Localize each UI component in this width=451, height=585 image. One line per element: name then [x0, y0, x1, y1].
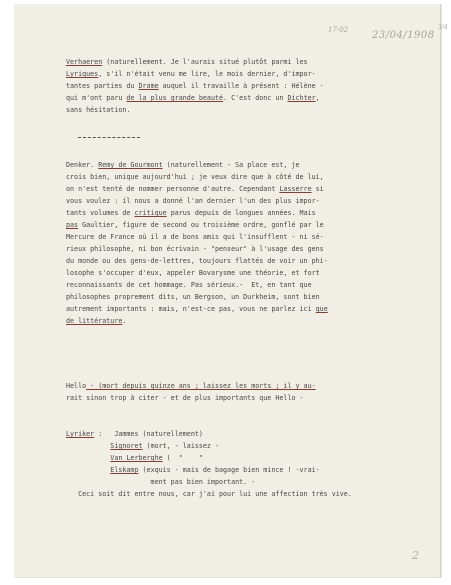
text-segment: Mercure de France où il a de bons amis qui l'insufflent - ni sé- — [66, 233, 324, 241]
text-segment: (naturellement. Je l'aurais situé plutôt parmi les — [102, 58, 308, 66]
text-line — [66, 207, 451, 219]
underlined-phrase: Van Lerberghe — [110, 454, 163, 462]
page-ref-annotation: 3/4 — [438, 24, 448, 31]
underlined-phrase: que — [315, 305, 328, 313]
underlined-phrase: Dichter — [287, 94, 316, 102]
text-line — [66, 392, 451, 404]
text-segment: qui m'ont paru — [66, 94, 127, 102]
underlined-phrase: Lyriker — [66, 430, 95, 438]
text-segment: vous voulez : il nous a donné l'an dernier l'un des plus impor- — [66, 197, 320, 205]
text-line — [66, 279, 451, 291]
lyriker-list — [66, 428, 451, 500]
underlined-phrase: Elskamp — [110, 466, 139, 474]
underlined-phrase: Lyriques — [66, 70, 99, 78]
corner-annotation: 2 — [412, 549, 419, 562]
text-segment: (mort, - laissez - — [142, 442, 220, 450]
text-segment — [66, 454, 110, 462]
underlined-phrase: pas — [66, 221, 79, 229]
text-line — [66, 56, 451, 68]
text-line — [66, 452, 451, 464]
text-line — [66, 267, 451, 279]
text-segment: reconnaissants de cet hommage. Pas sérieux.- Et, en tant que — [66, 281, 312, 289]
text-segment: Denker. — [66, 161, 99, 169]
text-segment: Gaultier, figure de second ou troisième ordre, gonflé par le — [78, 221, 324, 229]
text-line — [66, 476, 451, 488]
text-segment: ment pas bien important. - — [66, 478, 256, 486]
text-line — [66, 255, 451, 267]
underlined-phrase: de la plus grande beauté — [126, 94, 224, 102]
text-line — [66, 291, 451, 303]
text-segment: philosophes proprement dits, un Bergson, un Durkheim, sont bien — [66, 293, 320, 301]
underlined-phrase: Verhaeren — [66, 58, 103, 66]
text-segment: crois bien, unique aujourd'hui ; je veux dire que à côté de lui, — [66, 173, 324, 181]
text-segment: parus depuis de longues années. Mais — [166, 209, 316, 217]
text-segment: rait sinon trop à citer - et de plus importants que Hello - — [66, 394, 304, 402]
text-segment: rieux philosophe, ni bon écrivain - "penseur" à l'usage des gens — [66, 245, 324, 253]
text-segment: . — [122, 317, 127, 325]
text-segment: sans hésitation. — [66, 106, 131, 114]
text-segment: tantes parties du — [66, 82, 139, 90]
text-segment: si — [311, 185, 324, 193]
text-segment: tants volumes de — [66, 209, 135, 217]
underlined-phrase: de littérature — [66, 317, 123, 325]
text-segment: on n'est tenté de nommer personne d'autre. Cependant — [66, 185, 280, 193]
text-segment: du monde ou des gens-de-lettres, toujours flattés de voir un phi- — [66, 257, 328, 265]
text-line — [66, 380, 451, 392]
text-line — [66, 80, 451, 92]
letter-page — [14, 4, 448, 577]
text-segment: Ceci soit dit entre nous, car j'ai pour lui une affection très vive. — [66, 490, 352, 498]
text-line — [66, 315, 451, 327]
paragraph-verhaeren — [66, 56, 451, 116]
text-line — [66, 488, 451, 500]
text-segment: autrement importants : mais, n'est-ce pas, vous ne parlez ici — [66, 305, 316, 313]
text-segment — [66, 466, 110, 474]
underlined-phrase: - (mort depuis quinze ans ; laissez les morts ; il y au- — [86, 382, 316, 390]
underlined-phrase: critique — [134, 209, 167, 217]
folio-annotation: 17-02 — [328, 26, 349, 34]
text-line — [66, 183, 451, 195]
text-segment: , — [315, 94, 320, 102]
paragraph-denker — [66, 159, 451, 327]
text-line — [66, 219, 451, 231]
text-line — [66, 104, 451, 116]
paragraph-hello — [66, 380, 451, 404]
text-line — [66, 464, 451, 476]
underlined-phrase: Signoret — [110, 442, 143, 450]
text-segment — [66, 442, 110, 450]
text-line — [66, 195, 451, 207]
text-segment: (exquis - mais de bagage bien mince ! -vrai- — [138, 466, 320, 474]
text-line — [66, 92, 451, 104]
text-line — [66, 428, 451, 440]
text-segment: Hello — [66, 382, 87, 390]
date-annotation: 23/04/1908 — [372, 30, 435, 41]
text-line — [66, 68, 451, 80]
text-line — [66, 231, 451, 243]
underlined-phrase: Remy de Gourmont — [98, 161, 163, 169]
text-segment: auquel il travaille à présent : Hélène - — [158, 82, 324, 90]
text-line — [66, 171, 451, 183]
text-segment: losophe s'occuper d'eux, appeler Bovarysme une théorie, et fort — [66, 269, 320, 277]
text-line — [66, 159, 451, 171]
text-segment: (naturellement - Sa place est, je — [162, 161, 300, 169]
section-divider — [78, 137, 140, 138]
text-line — [66, 243, 451, 255]
text-segment: , s'il n'était venu me lire, le mois dernier, d'impor- — [98, 70, 316, 78]
text-line — [66, 440, 451, 452]
underlined-phrase: Lasserre — [279, 185, 312, 193]
text-segment: : Jammes (naturellement) — [94, 430, 203, 438]
text-line — [66, 303, 451, 315]
text-segment: . C'est donc un — [223, 94, 288, 102]
text-segment: ( " " — [162, 454, 203, 462]
underlined-phrase: Drame — [138, 82, 159, 90]
